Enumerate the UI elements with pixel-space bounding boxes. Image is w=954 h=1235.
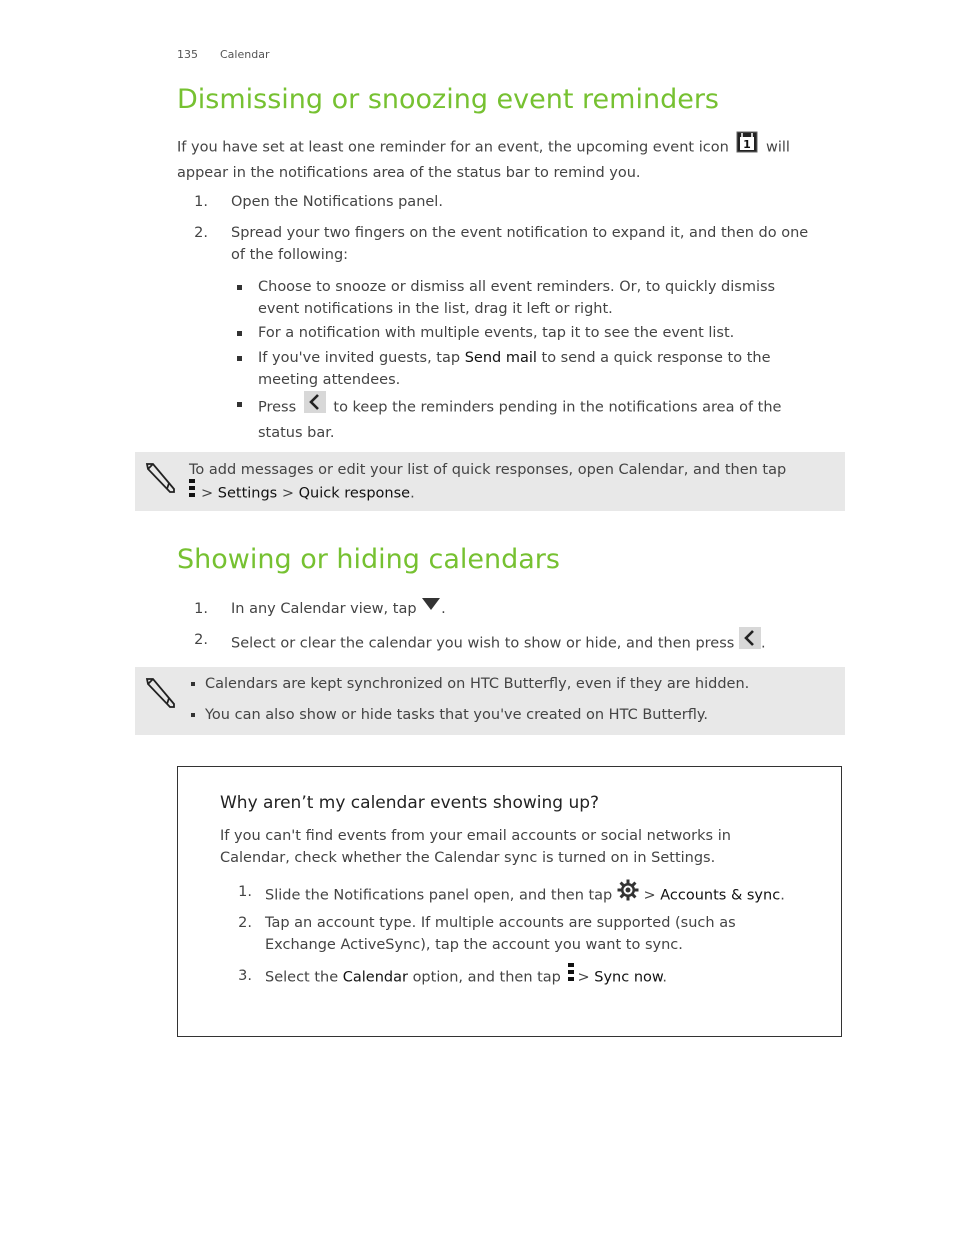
step-text	[265, 881, 785, 910]
period: .	[410, 485, 415, 502]
faq-step-2-line-1: Tap an account type. If multiple accounts are supported (such as	[265, 915, 736, 931]
step-text	[231, 598, 446, 620]
step-text	[231, 222, 851, 266]
step-number: 2.	[194, 632, 208, 648]
faq-intro-line-2: Calendar, check whether the Calendar sync is turned on in Settings.	[220, 850, 716, 866]
calendar-event-icon	[736, 131, 758, 160]
page-header	[177, 44, 269, 66]
note-bullet-1-text: Calendars are kept synchronized on HTC Butterfly, even if they are hidden.	[205, 676, 750, 692]
period: .	[662, 969, 668, 986]
step-number: 3.	[238, 968, 252, 984]
note-line-1: To add messages or edit your list of quick responses, open Calendar, and then tap	[189, 462, 787, 478]
section-title-dismissing: Dismissing or snoozing event reminders	[177, 84, 719, 115]
intro-text-2: will	[766, 139, 790, 156]
separator: >	[201, 485, 214, 502]
faq-step-2-line-2: Exchange ActiveSync), tap the account you want to sync.	[265, 937, 683, 953]
bullet-marker	[237, 285, 242, 290]
bullet-3-post: to send a quick response to the	[541, 350, 771, 366]
bullet-4-pre: Press	[258, 399, 297, 416]
bullet-3-line-2: meeting attendees.	[258, 372, 401, 388]
bullet-4-line-2: status bar.	[258, 425, 335, 441]
gear-icon	[617, 879, 639, 908]
accounts-sync-label: Accounts & sync	[660, 887, 781, 904]
menu-dots-icon	[568, 963, 574, 988]
calendar-option-label: Calendar	[342, 969, 408, 986]
send-mail-label: Send mail	[464, 350, 537, 366]
chapter-name: Calendar	[220, 48, 270, 61]
note-text	[189, 459, 839, 506]
step-text	[265, 912, 805, 956]
note-box-quick-responses	[135, 452, 845, 511]
bullet-3-pre: If you've invited guests, tap	[258, 350, 461, 366]
period: .	[441, 601, 446, 617]
settings-label: Settings	[217, 485, 278, 502]
faq-step-1-text: Slide the Notifications panel open, and then tap	[265, 887, 613, 904]
pencil-icon	[143, 676, 177, 717]
faq-step-3-mid: option, and then tap	[412, 969, 561, 986]
step-2-line-1: Spread your two fingers on the event notification to expand it, and then do one	[231, 225, 809, 241]
step-2-line-2: of the following:	[231, 247, 349, 263]
bullet-marker	[237, 331, 242, 336]
note-bullet-2-text: You can also show or hide tasks that you've created on HTC Butterfly.	[205, 707, 708, 723]
note-box-calendars	[135, 667, 845, 735]
period: .	[760, 635, 766, 652]
pencil-icon	[143, 461, 177, 502]
step-number: 2.	[194, 225, 208, 241]
bullet-1-line-1: Choose to snooze or dismiss all event reminders. Or, to quickly dismiss	[258, 279, 776, 295]
page-number: 135	[177, 48, 198, 61]
intro-paragraph	[177, 133, 837, 184]
separator: >	[281, 485, 295, 502]
calendar-icon-day: 1	[743, 138, 752, 151]
faq-title: Why aren’t my calendar events showing up?	[220, 793, 600, 813]
quick-response-label: Quick response	[298, 485, 411, 502]
back-icon	[739, 627, 761, 656]
period: .	[780, 887, 785, 904]
step-2-text: Select or clear the calendar you wish to show or hide, and then press	[231, 635, 735, 652]
bullet-1-line-2: event notifications in the list, drag it left or right.	[258, 301, 613, 317]
back-icon	[304, 391, 326, 420]
bullet-text	[258, 276, 818, 320]
section-title-showing: Showing or hiding calendars	[177, 544, 560, 575]
separator: >	[643, 887, 656, 904]
intro-text-1: If you have set at least one reminder for an event, the upcoming event icon	[177, 139, 729, 156]
dropdown-triangle-icon	[421, 596, 441, 618]
step-number: 2.	[238, 915, 252, 931]
step-number: 1.	[194, 194, 208, 210]
step-number: 1.	[194, 601, 208, 617]
bullet-marker	[191, 713, 195, 717]
sync-now-label: Sync now	[594, 969, 663, 986]
faq-box	[177, 766, 842, 1037]
step-text: Open the Notifications panel.	[231, 194, 443, 210]
intro-text-3: appear in the notifications area of the status bar to remind you.	[177, 165, 641, 181]
bullet-marker	[191, 682, 195, 686]
faq-intro	[220, 825, 820, 869]
bullet-2-text: For a notification with multiple events, tap it to see the event list.	[258, 325, 735, 341]
bullet-4-post: to keep the reminders pending in the notifications area of the	[333, 399, 782, 416]
bullet-text	[258, 393, 818, 444]
step-number: 1.	[238, 884, 252, 900]
faq-intro-line-1: If you can't find events from your email accounts or social networks in	[220, 828, 731, 844]
step-1-text: In any Calendar view, tap	[231, 601, 417, 617]
step-text	[265, 965, 667, 990]
faq-step-3-pre: Select the	[265, 969, 339, 986]
menu-dots-icon	[189, 479, 195, 504]
bullet-marker	[237, 356, 242, 361]
step-text	[231, 629, 766, 658]
bullet-text	[258, 347, 818, 391]
separator: >	[577, 969, 590, 986]
bullet-marker	[237, 402, 242, 407]
